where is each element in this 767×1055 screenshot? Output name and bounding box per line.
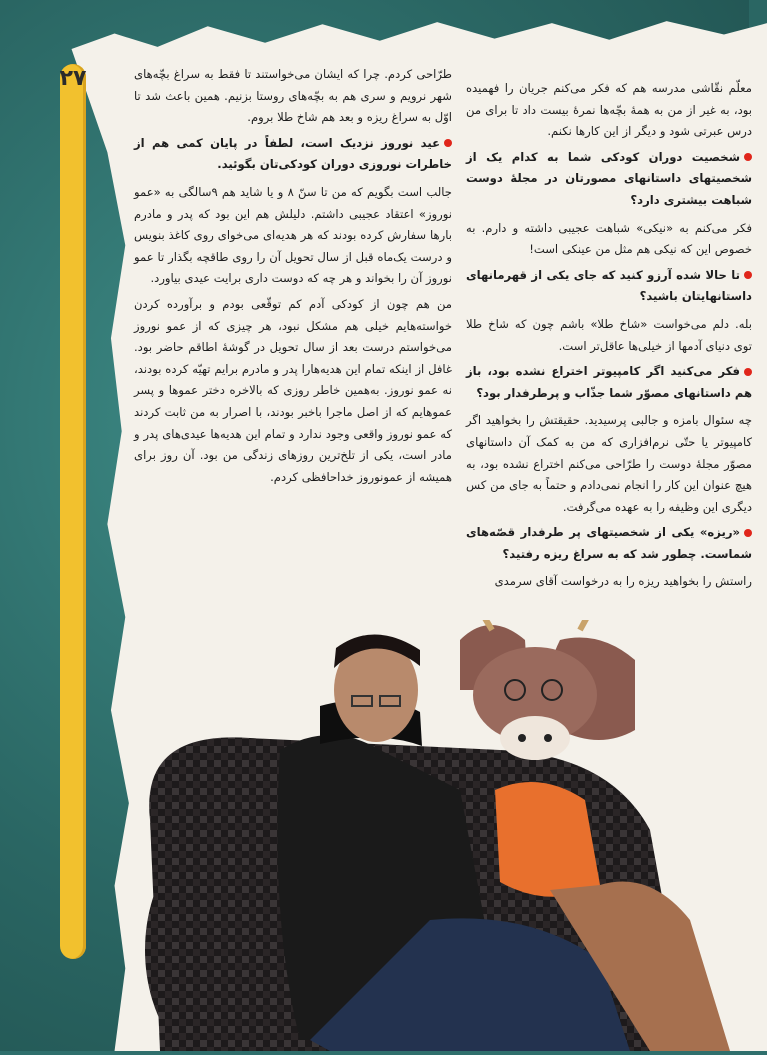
question-text: فکر می‌کنید اگر کامپیوتر اختراع نشده بود، باز هم داستانهای مصوّر شما جذّاب و پرطرفدار بود؟ <box>466 364 752 400</box>
bullet-icon <box>744 368 752 376</box>
question <box>134 133 452 176</box>
paragraph: طرّاحی کردم. چرا که ایشان می‌خواستند تا فقط به سراغ بچّه‌های شهر نرویم و سری هم به بچّه‌های روستا بزنیم. همین باعث شد تا اوّل به سراغ ریزه و بعد هم شاخ طلا بروم. <box>134 67 452 125</box>
bullet-icon <box>744 271 752 279</box>
photo-illustration <box>130 620 767 1051</box>
bullet-icon <box>744 153 752 161</box>
question-text: شخصیت دوران کودکی شما به کدام یک از شخصیتهای داستانهای مصورتان در مجلهٔ دوست شباهت بیشتری دارد؟ <box>466 149 752 207</box>
question-text: عید نوروز نزدیک است، لطفاً در پایان کمی هم از خاطرات نوروزی دوران کودکی‌تان بگوئید. <box>134 135 452 172</box>
paragraph: معلّم نقّاشی مدرسه هم که فکر می‌کنم جریان را فهمیده بود، به غیر از من به همهٔ بچّه‌ها نمرهٔ بیست داد تا برای من درس عبرتی شود و دیگر از این کارها نکنم. <box>466 81 752 139</box>
photo-man-with-cartoon <box>130 620 767 1051</box>
question <box>466 522 752 565</box>
question <box>466 265 752 308</box>
paragraph: من هم چون از کودکی آدم کم توقّعی بودم و برآورده کردن خواسته‌هایم خیلی هم مشکل نبود، هر چیزی که از عمو نوروز می‌خواستم درست بعد از سال تحویل در گوشهٔ اطاقم حاضر بود. غافل از اینکه تمام این هدیه‌هارا پدر و مادرم برایم تهیّه کرده بودند، نه عمو نوروز. به‌همین خاطر روزی که بالاخره دختر عموها و پسر عموهایم که از اصل ماجرا باخبر بودند، با اصرار به من ثابت کردند که عمو نوروز واقعی وجود ندارد و تمام این هدیه‌ها عیدی‌های پدر و مادر است، یکی از تلخ‌ترین روزهای زندگی من بود. آن روز برای همیشه از عمونوروز خداحافظی کردم. <box>134 296 452 484</box>
left-text-column <box>134 64 452 492</box>
paragraph: بله. دلم می‌خواست «شاخ طلا» باشم چون که شاخ طلا توی دنیای آدمها از خیلی‌ها عاقل‌تر است. <box>466 316 752 353</box>
right-text-column <box>466 78 752 597</box>
yellow-margin-bar <box>60 64 86 959</box>
question <box>466 147 752 212</box>
paragraph: چه سئوال بامزه و جالبی پرسیدید. حقیقتش را بخواهید اگر کامپیوتر یا حتّی نرم‌افزاری که من به کمک آن داستانهای مصوّر مجلهٔ دوست را طرّاحی می‌کنم اختراع نشده بود، به هیچ عنوان این کار را انجام نمی‌دادم و حتماً به جای من کس دیگری این وظیفه را به عهده می‌گرفت. <box>466 413 752 514</box>
bullet-icon <box>744 529 752 537</box>
question-text: «ریزه» یکی از شخصیتهای پر طرفدار قصّه‌های شماست. چطور شد که به سراغ ریزه رفتید؟ <box>466 525 752 561</box>
paragraph: جالب است بگویم که من تا سنّ ۸ و یا شاید هم ۹سالگی به «عمو نوروز» اعتقاد عجیبی داشتم. دلیلش هم این بود که پدر و مادرم بارها سفارش کرده بودند که هر هدیه‌ای می‌خوای روی کاغذ بنویس و درست یک‌ماه قبل از سال تحویل آن را روی طاقچه بگذار تا عمو نوروز آن را بخواند و هر چه که دوست داری برایت عیدی بیاورد. <box>134 184 452 286</box>
page-number: ۲۷ <box>59 66 87 91</box>
bullet-icon <box>444 139 452 147</box>
paragraph: فکر می‌کنم به «نیکی» شباهت عجیبی داشته و دارم. به خصوص این که نیکی هم مثل من عینکی است! <box>466 220 752 257</box>
question <box>466 361 752 404</box>
paragraph: راستش را بخواهید ریزه را به درخواست آقای سرمدی <box>494 574 752 589</box>
question-text: تا حالا شده آرزو کنید که جای یکی از قهرمانهای داستانهایتان باشید؟ <box>466 267 752 304</box>
